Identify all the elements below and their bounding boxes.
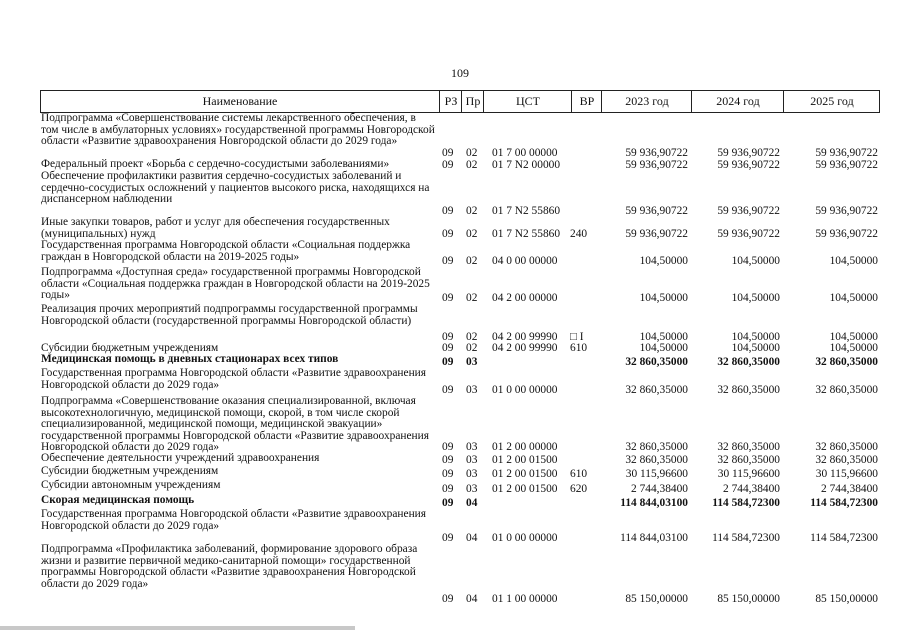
row-name: Иные закупки товаров, работ и услуг для обеспечения государственных (муниципальных) нужд (41, 216, 390, 240)
table-row (40, 304, 880, 343)
row-2023: 32 860,35000 (625, 453, 688, 466)
table-row (40, 240, 880, 267)
table-row (40, 113, 880, 159)
row-name: Субсидии автономным учреждениям (41, 479, 221, 491)
row-vr: 610 (570, 341, 588, 354)
row-rz: 09 (442, 592, 454, 605)
row-2025: 32 860,35000 (815, 453, 878, 466)
row-pr: 03 (466, 482, 478, 495)
scan-edge (0, 626, 355, 630)
row-cst: 01 2 00 01500 (492, 467, 558, 480)
row-2025: 114 584,72300 (810, 496, 878, 509)
row-name: Подпрограмма «Доступная среда» государственной программы Новгородской области «Социальная поддержка граждан в Новгородской области на 2019-2025 годы» (41, 266, 430, 301)
row-2023: 59 936,90722 (625, 158, 688, 171)
row-pr: 02 (466, 204, 478, 217)
row-pr: 03 (466, 453, 478, 466)
row-2024: 32 860,35000 (717, 383, 780, 396)
row-vr: 610 (570, 467, 588, 480)
row-rz: 09 (442, 383, 454, 396)
row-cst: 01 1 00 00000 (492, 592, 558, 605)
row-pr: 03 (466, 467, 478, 480)
row-2025: 32 860,35000 (815, 355, 878, 368)
row-vr: □ I (570, 330, 584, 343)
row-2025: 85 150,00000 (815, 592, 878, 605)
row-2025: 30 115,96600 (815, 467, 878, 480)
row-cst: 04 0 00 00000 (492, 254, 558, 267)
row-pr: 03 (466, 383, 478, 396)
row-name: Обеспечение деятельности учреждений здравоохранения (41, 452, 320, 464)
row-rz: 09 (442, 482, 454, 495)
row-pr: 02 (466, 341, 478, 354)
table-body (40, 113, 880, 605)
header-2025: 2025 год (783, 91, 880, 112)
row-rz: 09 (442, 146, 454, 159)
row-name: Федеральный проект «Борьба с сердечно-сосудистыми заболеваниями» (41, 158, 390, 170)
row-2024: 32 860,35000 (717, 453, 780, 466)
row-pr: 02 (466, 254, 478, 267)
row-rz: 09 (442, 330, 454, 343)
row-2023: 114 844,03100 (620, 531, 688, 544)
row-2024: 104,50000 (731, 341, 780, 354)
table-row (40, 368, 880, 396)
row-2025: 32 860,35000 (815, 440, 878, 453)
row-2023: 59 936,90722 (625, 146, 688, 159)
row-cst: 01 2 00 01500 (492, 482, 558, 495)
row-vr: 240 (570, 227, 588, 240)
row-2024: 32 860,35000 (717, 440, 780, 453)
row-rz: 09 (442, 254, 454, 267)
row-2025: 104,50000 (829, 291, 878, 304)
header-vr: ВР (571, 91, 602, 112)
header-2024: 2024 год (691, 91, 784, 112)
row-2024: 104,50000 (731, 254, 780, 267)
row-2023: 104,50000 (639, 291, 688, 304)
row-2024: 104,50000 (731, 291, 780, 304)
row-2025: 2 744,38400 (821, 482, 878, 495)
row-name: Государственная программа Новгородской области «Развитие здравоохранения Новгородской области до 2029 года» (41, 508, 427, 532)
table-row (40, 544, 880, 605)
row-2024: 114 584,72300 (712, 496, 780, 509)
row-pr: 04 (466, 592, 478, 605)
header-2023: 2023 год (601, 91, 692, 112)
row-vr: 620 (570, 482, 588, 495)
row-2024: 104,50000 (731, 330, 780, 343)
table-header (40, 90, 880, 113)
row-2025: 32 860,35000 (815, 383, 878, 396)
row-name: Медицинская помощь в дневных стационарах всех типов (41, 353, 339, 365)
row-name: Обеспечение профилактики развития сердечно-сосудистых заболеваний и сердечно-сосудистых осложнений у пациентов высокого риска, находящихся на диспансерном наблюдении (41, 170, 430, 205)
row-cst: 01 7 N2 55860 (492, 227, 561, 240)
row-2023: 85 150,00000 (625, 592, 688, 605)
table-row (40, 267, 880, 304)
row-rz: 09 (442, 440, 454, 453)
row-2023: 59 936,90722 (625, 227, 688, 240)
row-name: Субсидии бюджетным учреждениям (41, 342, 219, 354)
row-pr: 02 (466, 158, 478, 171)
row-2025: 104,50000 (829, 330, 878, 343)
row-2023: 32 860,35000 (625, 355, 688, 368)
row-pr: 02 (466, 146, 478, 159)
row-pr: 04 (466, 531, 478, 544)
table-row (40, 466, 880, 480)
row-2025: 114 584,72300 (810, 531, 878, 544)
header-name: Наименование (202, 94, 278, 108)
row-cst: 04 2 00 99990 (492, 330, 558, 343)
table-row (40, 171, 880, 217)
row-rz: 09 (442, 531, 454, 544)
row-rz: 09 (442, 496, 454, 509)
row-pr: 03 (466, 440, 478, 453)
table-row (40, 217, 880, 240)
row-rz: 09 (442, 355, 454, 368)
row-2023: 104,50000 (639, 330, 688, 343)
row-rz: 09 (442, 227, 454, 240)
row-rz: 09 (442, 204, 454, 217)
row-2025: 59 936,90722 (815, 158, 878, 171)
row-2025: 104,50000 (829, 254, 878, 267)
row-2024: 32 860,35000 (717, 355, 780, 368)
row-2023: 30 115,96600 (625, 467, 688, 480)
row-cst: 04 2 00 99990 (492, 341, 558, 354)
page-number: 109 (451, 66, 469, 80)
row-name: Государственная программа Новгородской области «Развитие здравоохранения Новгородской области до 2029 года» (41, 367, 427, 391)
row-2024: 59 936,90722 (717, 204, 780, 217)
row-cst: 04 2 00 00000 (492, 291, 558, 304)
table-row (40, 354, 880, 368)
row-2024: 114 584,72300 (712, 531, 780, 544)
row-cst: 01 7 N2 55860 (492, 204, 561, 217)
row-2025: 104,50000 (829, 341, 878, 354)
row-cst: 01 7 N2 00000 (492, 158, 561, 171)
row-2024: 2 744,38400 (723, 482, 780, 495)
row-2023: 59 936,90722 (625, 204, 688, 217)
row-values (40, 593, 880, 605)
row-2023: 2 744,38400 (631, 482, 688, 495)
row-cst: 01 0 00 00000 (492, 531, 558, 544)
row-name: Скорая медицинская помощь (41, 494, 195, 506)
table-row (40, 509, 880, 544)
row-rz: 09 (442, 291, 454, 304)
row-2024: 59 936,90722 (717, 227, 780, 240)
row-rz: 09 (442, 158, 454, 171)
row-pr: 03 (466, 355, 478, 368)
table-row (40, 396, 880, 453)
row-name: Подпрограмма «Совершенствование оказания специализированной, включая высокотехнологичную, медицинской помощи, скорой, в том числе скорой специализированной, медицинской помощи, медицинской эвакуации» государственной программы Новгородской области «Развитие здравоохранения Новгородской области до 2029 года» (41, 395, 429, 453)
row-name: Подпрограмма «Совершенствование системы лекарственного обеспечения, в том числе в амбулаторных условиях» государственной программы Новгородской области «Развитие здравоохранения Новгородской области до 2029 года» (41, 112, 435, 147)
header-cst: ЦСТ (483, 91, 572, 112)
row-name: Государственная программа Новгородской области «Социальная поддержка граждан в Новгородской области на 2019-2025 годы» (41, 239, 411, 263)
table-row (40, 495, 880, 509)
row-2024: 30 115,96600 (717, 467, 780, 480)
header-pr: Пр (461, 91, 484, 112)
row-name: Субсидии бюджетным учреждениям (41, 465, 219, 477)
row-cst: 01 0 00 00000 (492, 383, 558, 396)
row-cst: 01 2 00 01500 (492, 453, 558, 466)
row-2024: 85 150,00000 (717, 592, 780, 605)
row-2023: 104,50000 (639, 254, 688, 267)
row-rz: 09 (442, 341, 454, 354)
row-rz: 09 (442, 453, 454, 466)
row-name: Реализация прочих мероприятий подпрограммы государственной программы Новгородской области (государственной программы Новгородской области) (41, 303, 418, 327)
row-rz: 09 (442, 467, 454, 480)
row-2024: 59 936,90722 (717, 146, 780, 159)
row-2023: 114 844,03100 (620, 496, 688, 509)
row-cst: 01 7 00 00000 (492, 146, 558, 159)
row-2025: 59 936,90722 (815, 204, 878, 217)
row-2024: 59 936,90722 (717, 158, 780, 171)
row-2023: 104,50000 (639, 341, 688, 354)
row-pr: 02 (466, 330, 478, 343)
row-2025: 59 936,90722 (815, 146, 878, 159)
row-pr: 02 (466, 291, 478, 304)
table-row (40, 480, 880, 495)
row-2023: 32 860,35000 (625, 440, 688, 453)
row-2023: 32 860,35000 (625, 383, 688, 396)
budget-table (40, 90, 880, 605)
row-2025: 59 936,90722 (815, 227, 878, 240)
row-cst: 01 2 00 00000 (492, 440, 558, 453)
header-rz: РЗ (439, 91, 462, 112)
row-pr: 02 (466, 227, 478, 240)
row-name: Подпрограмма «Профилактика заболеваний, формирование здорового образа жизни и развитие первичной медико-санитарной помощи» государственной программы Новгородской области «Развитие здравоохранения Новгородской области до 2029 года» (41, 543, 418, 590)
row-pr: 04 (466, 496, 478, 509)
